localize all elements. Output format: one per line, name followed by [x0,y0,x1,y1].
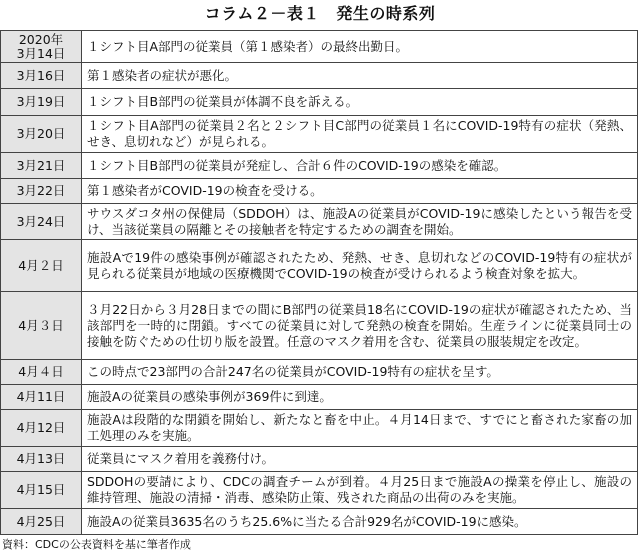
event-cell: 施設Aの従業員3635名のうち25.6%に当たる合計929名がCOVID-19に感染。 [82,509,638,535]
date-cell: 3月19日 [1,89,82,116]
event-cell: １シフト目B部門の従業員が体調不良を訴える。 [82,89,638,116]
event-cell: １シフト目A部門の従業員２名と２シフト目C部門の従業員１名にCOVID-19特有の症状（発熱、せき、息切れなど）が見られる。 [82,116,638,153]
event-cell: 施設Aの従業員の感染事例が369件に到達。 [82,385,638,410]
table-row [1,179,638,204]
table-row [1,385,638,410]
table-row [1,153,638,179]
table-title: コラム２－表１ 発生の時系列 [204,4,436,23]
timeline-table [0,30,638,535]
table-row [1,240,638,292]
date-cell: 4月11日 [1,385,82,410]
event-cell: １シフト目A部門の従業員（第１感染者）の最終出勤日。 [82,31,638,63]
event-cell: この時点で23部門の合計247名の従業員がCOVID-19特有の症状を呈す。 [82,360,638,385]
date-cell: 4月３日 [1,292,82,360]
table-row [1,89,638,116]
table-row [1,204,638,240]
date-cell: 3月21日 [1,153,82,179]
table-row [1,116,638,153]
date-cell: 3月24日 [1,204,82,240]
table-row [1,472,638,509]
table-row [1,509,638,535]
date-cell: 4月12日 [1,410,82,447]
table-row [1,292,638,360]
table-row [1,63,638,89]
date-cell: 4月２日 [1,240,82,292]
event-cell: SDDOHの要請により、CDCの調査チームが到着。４月25日まで施設Aの操業を停止し、施設の維持管理、施設の清掃・消毒、感染防止策、残された商品の出荷のみを実施。 [82,472,638,509]
date-cell: 4月４日 [1,360,82,385]
event-cell: ３月22日から３月28日までの間にB部門の従業員18名にCOVID-19の症状が確認されたため、当該部門を一時的に閉鎖。すべての従業員に対して発熱の検査を開始。生産ラインに従業員同士の接触を防ぐための仕切り版を設置。任意のマスク着用を含む、従業員の服装規定を改定。 [82,292,638,360]
table-row [1,447,638,472]
date-cell: 2020年 3月14日 [1,31,82,63]
event-cell: 施設Aで19件の感染事例が確認されたため、発熱、せき、息切れなどのCOVID-19特有の症状が見られる従業員が地域の医療機関でCOVID-19の検査が受けられるよう検査対象を拡大。 [82,240,638,292]
date-cell: 4月25日 [1,509,82,535]
event-cell: サウスダコタ州の保健局（SDDOH）は、施設Aの従業員がCOVID-19に感染したという報告を受け、当該従業員の隔離とその接触者を特定するための調査を開始。 [82,204,638,240]
event-cell: １シフト目B部門の従業員が発症し、合計６件のCOVID-19の感染を確認。 [82,153,638,179]
date-cell: 3月20日 [1,116,82,153]
table-row [1,360,638,385]
event-cell: 第１感染者がCOVID-19の検査を受ける。 [82,179,638,204]
date-cell: 4月13日 [1,447,82,472]
event-cell: 第１感染者の症状が悪化。 [82,63,638,89]
date-cell: 4月15日 [1,472,82,509]
table-row [1,410,638,447]
event-cell: 従業員にマスク着用を義務付け。 [82,447,638,472]
date-cell: 3月22日 [1,179,82,204]
event-cell: 施設Aは段階的な閉鎖を開始し、新たなと畜を中止。４月14日まで、すでにと畜された家畜の加工処理のみを実施。 [82,410,638,447]
source-note: 資料：CDCの公表資料を基に筆者作成 [2,538,191,551]
date-cell: 3月16日 [1,63,82,89]
table-row [1,31,638,63]
